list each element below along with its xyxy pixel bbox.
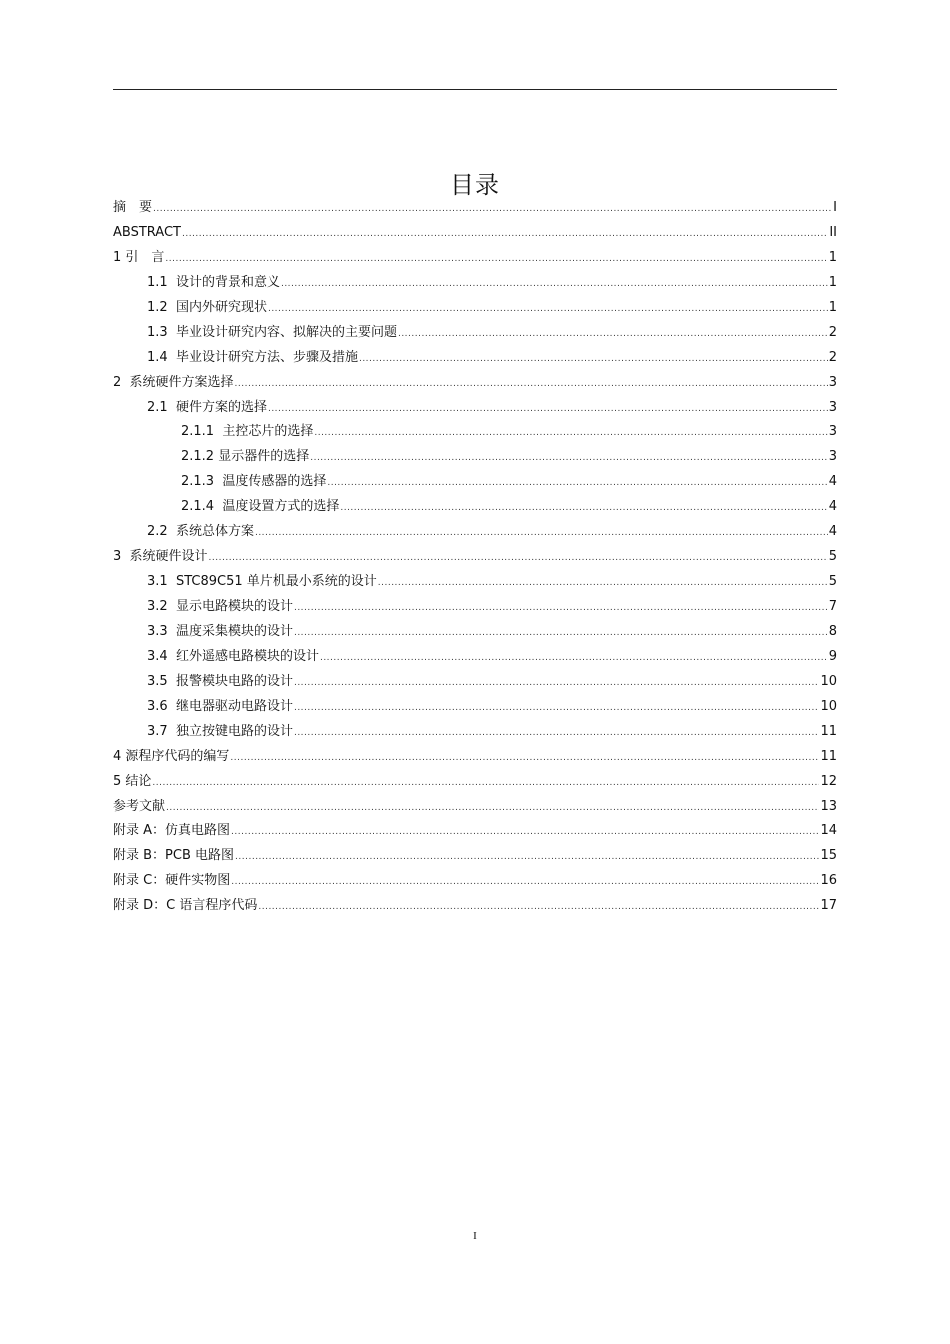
toc-entry[interactable]	[113, 396, 837, 421]
page-title: 目录	[450, 171, 500, 200]
toc-entry[interactable]	[113, 869, 837, 894]
toc-entry-label: 3.6 继电器驱动电路设计	[147, 698, 293, 714]
toc-entry[interactable]	[113, 545, 837, 570]
toc-entry-label: 2.1.1 主控芯片的选择	[181, 424, 314, 440]
toc-entry[interactable]	[113, 221, 837, 246]
toc-entry[interactable]	[113, 445, 837, 470]
toc-entry-page: 5	[828, 549, 837, 565]
toc-entry[interactable]	[113, 645, 837, 670]
toc-entry-label: 1 引 言	[113, 249, 165, 265]
toc-entry-label: 2.1.3 温度传感器的选择	[181, 474, 327, 490]
toc-entry-label: 附录 C：硬件实物图	[113, 873, 231, 889]
toc-entry[interactable]	[113, 720, 837, 745]
page-number: I	[473, 1230, 477, 1242]
toc-entry-page: 3	[828, 399, 837, 415]
toc-leader-dots	[294, 621, 828, 646]
toc-entry-label: 2.1.4 温度设置方式的选择	[181, 499, 340, 515]
toc-entry-label: 1.2 国内外研究现状	[147, 299, 267, 315]
toc-entry[interactable]	[113, 695, 837, 720]
toc-leader-dots	[281, 272, 828, 297]
toc-leader-dots	[268, 397, 828, 422]
toc-entry-label: 4 源程序代码的编写	[113, 748, 230, 764]
toc-entry-label: 3.1 STC89C51 单片机最小系统的设计	[147, 574, 377, 590]
toc-entry[interactable]	[113, 894, 837, 919]
toc-entry-page: 11	[820, 723, 837, 739]
toc-entry[interactable]	[113, 620, 837, 645]
toc-entry-label: 2.1 硬件方案的选择	[147, 399, 267, 415]
toc-entry[interactable]	[113, 745, 837, 770]
toc-leader-dots	[398, 322, 828, 347]
toc-entry-page: 11	[820, 748, 837, 764]
toc-leader-dots	[231, 870, 819, 895]
toc-leader-dots	[153, 197, 832, 222]
toc-entry[interactable]	[113, 819, 837, 844]
toc-leader-dots	[235, 845, 819, 870]
toc-entry-label: 3.7 独立按键电路的设计	[147, 723, 293, 739]
toc-leader-dots	[294, 696, 820, 721]
toc-leader-dots	[152, 771, 819, 796]
toc-entry-label: 2.2 系统总体方案	[147, 524, 254, 540]
toc-entry[interactable]	[113, 346, 837, 371]
toc-entry-page: 4	[828, 474, 837, 490]
toc-entry-label: 摘 要	[113, 200, 153, 215]
toc-entry-label: 2.1.2 显示器件的选择	[181, 449, 310, 465]
toc-entry-label: 附录 B：PCB 电路图	[113, 848, 235, 864]
toc-leader-dots	[340, 496, 827, 521]
toc-leader-dots	[255, 521, 828, 546]
toc-entry-page: 13	[820, 798, 837, 814]
toc-entry-page: 9	[828, 648, 837, 664]
toc-entry[interactable]	[113, 495, 837, 520]
toc-leader-dots	[209, 546, 828, 571]
toc-entry-page: 3	[828, 424, 837, 440]
toc-leader-dots	[182, 222, 828, 247]
toc-leader-dots	[231, 820, 819, 845]
toc-leader-dots	[268, 297, 828, 322]
toc-entry-page: 17	[820, 898, 837, 914]
toc-entry[interactable]	[113, 595, 837, 620]
toc-entry-page: I	[833, 200, 837, 215]
toc-leader-dots	[314, 421, 827, 446]
toc-entry[interactable]	[113, 844, 837, 869]
toc-entry[interactable]	[113, 271, 837, 296]
toc-entry-page: 1	[828, 249, 837, 265]
toc-entry-page: 14	[820, 823, 837, 839]
toc-entry[interactable]	[113, 770, 837, 795]
toc-leader-dots	[294, 721, 820, 746]
toc-entry-label: 附录 A：仿真电路图	[113, 823, 231, 839]
toc-leader-dots	[359, 347, 828, 372]
toc-entry[interactable]	[113, 795, 837, 820]
toc-entry-label: 3.2 显示电路模块的设计	[147, 599, 293, 614]
toc-entry-page: 15	[820, 848, 837, 864]
toc-entry-page: 10	[820, 673, 837, 689]
toc-leader-dots	[230, 746, 819, 771]
toc-entry[interactable]	[113, 296, 837, 321]
toc-entry-page: 4	[828, 524, 837, 540]
toc-entry-page: 7	[828, 599, 837, 614]
toc-entry[interactable]	[113, 420, 837, 445]
toc-entry[interactable]	[113, 371, 837, 396]
toc-entry[interactable]	[113, 470, 837, 495]
toc-entry-label: 5 结论	[113, 773, 152, 789]
header-rule	[113, 89, 837, 90]
toc-leader-dots	[327, 471, 827, 496]
toc-entry-label: 1.3 毕业设计研究内容、拟解决的主要问题	[147, 324, 397, 340]
toc-entry-label: 2 系统硬件方案选择	[113, 374, 234, 390]
toc-entry-page: II	[829, 224, 837, 240]
toc-entry[interactable]	[113, 321, 837, 346]
toc-entry-page: 5	[828, 574, 837, 590]
toc-entry-page: 4	[828, 499, 837, 515]
toc-entry-label: 3.4 红外遥感电路模块的设计	[147, 648, 319, 664]
toc-entry-page: 10	[820, 698, 837, 714]
toc-entry-page: 3	[828, 374, 837, 390]
toc-entry-page: 16	[820, 873, 837, 889]
table-of-contents	[113, 196, 837, 919]
toc-entry-page: 2	[828, 324, 837, 340]
toc-entry-label: ABSTRACT	[113, 224, 181, 240]
toc-leader-dots	[294, 671, 820, 696]
toc-leader-dots	[166, 796, 819, 821]
toc-entry-page: 1	[828, 274, 837, 290]
toc-entry-label: 3.5 报警模块电路的设计	[147, 673, 293, 689]
toc-entry-page: 2	[828, 349, 837, 365]
toc-leader-dots	[378, 571, 828, 596]
toc-leader-dots	[310, 446, 828, 471]
toc-leader-dots	[294, 596, 828, 621]
toc-entry-label: 1.1 设计的背景和意义	[147, 274, 280, 290]
toc-entry-label: 附录 D：C 语言程序代码	[113, 898, 258, 914]
toc-entry[interactable]	[113, 520, 837, 545]
toc-entry[interactable]	[113, 670, 837, 695]
toc-entry[interactable]	[113, 570, 837, 595]
toc-entry-page: 1	[828, 299, 837, 315]
toc-entry-page: 3	[828, 449, 837, 465]
toc-entry-label: 3.3 温度采集模块的设计	[147, 623, 293, 639]
toc-entry[interactable]	[113, 246, 837, 271]
toc-leader-dots	[235, 372, 828, 397]
toc-entry-page: 12	[820, 773, 837, 789]
toc-entry-label: 参考文献	[113, 798, 166, 814]
toc-entry-label: 1.4 毕业设计研究方法、步骤及措施	[147, 349, 358, 365]
toc-entry-page: 8	[828, 623, 837, 639]
toc-leader-dots	[165, 247, 827, 272]
toc-entry[interactable]	[113, 196, 837, 221]
toc-entry-label: 3 系统硬件设计	[113, 549, 208, 565]
toc-leader-dots	[258, 895, 819, 920]
toc-leader-dots	[320, 646, 828, 671]
